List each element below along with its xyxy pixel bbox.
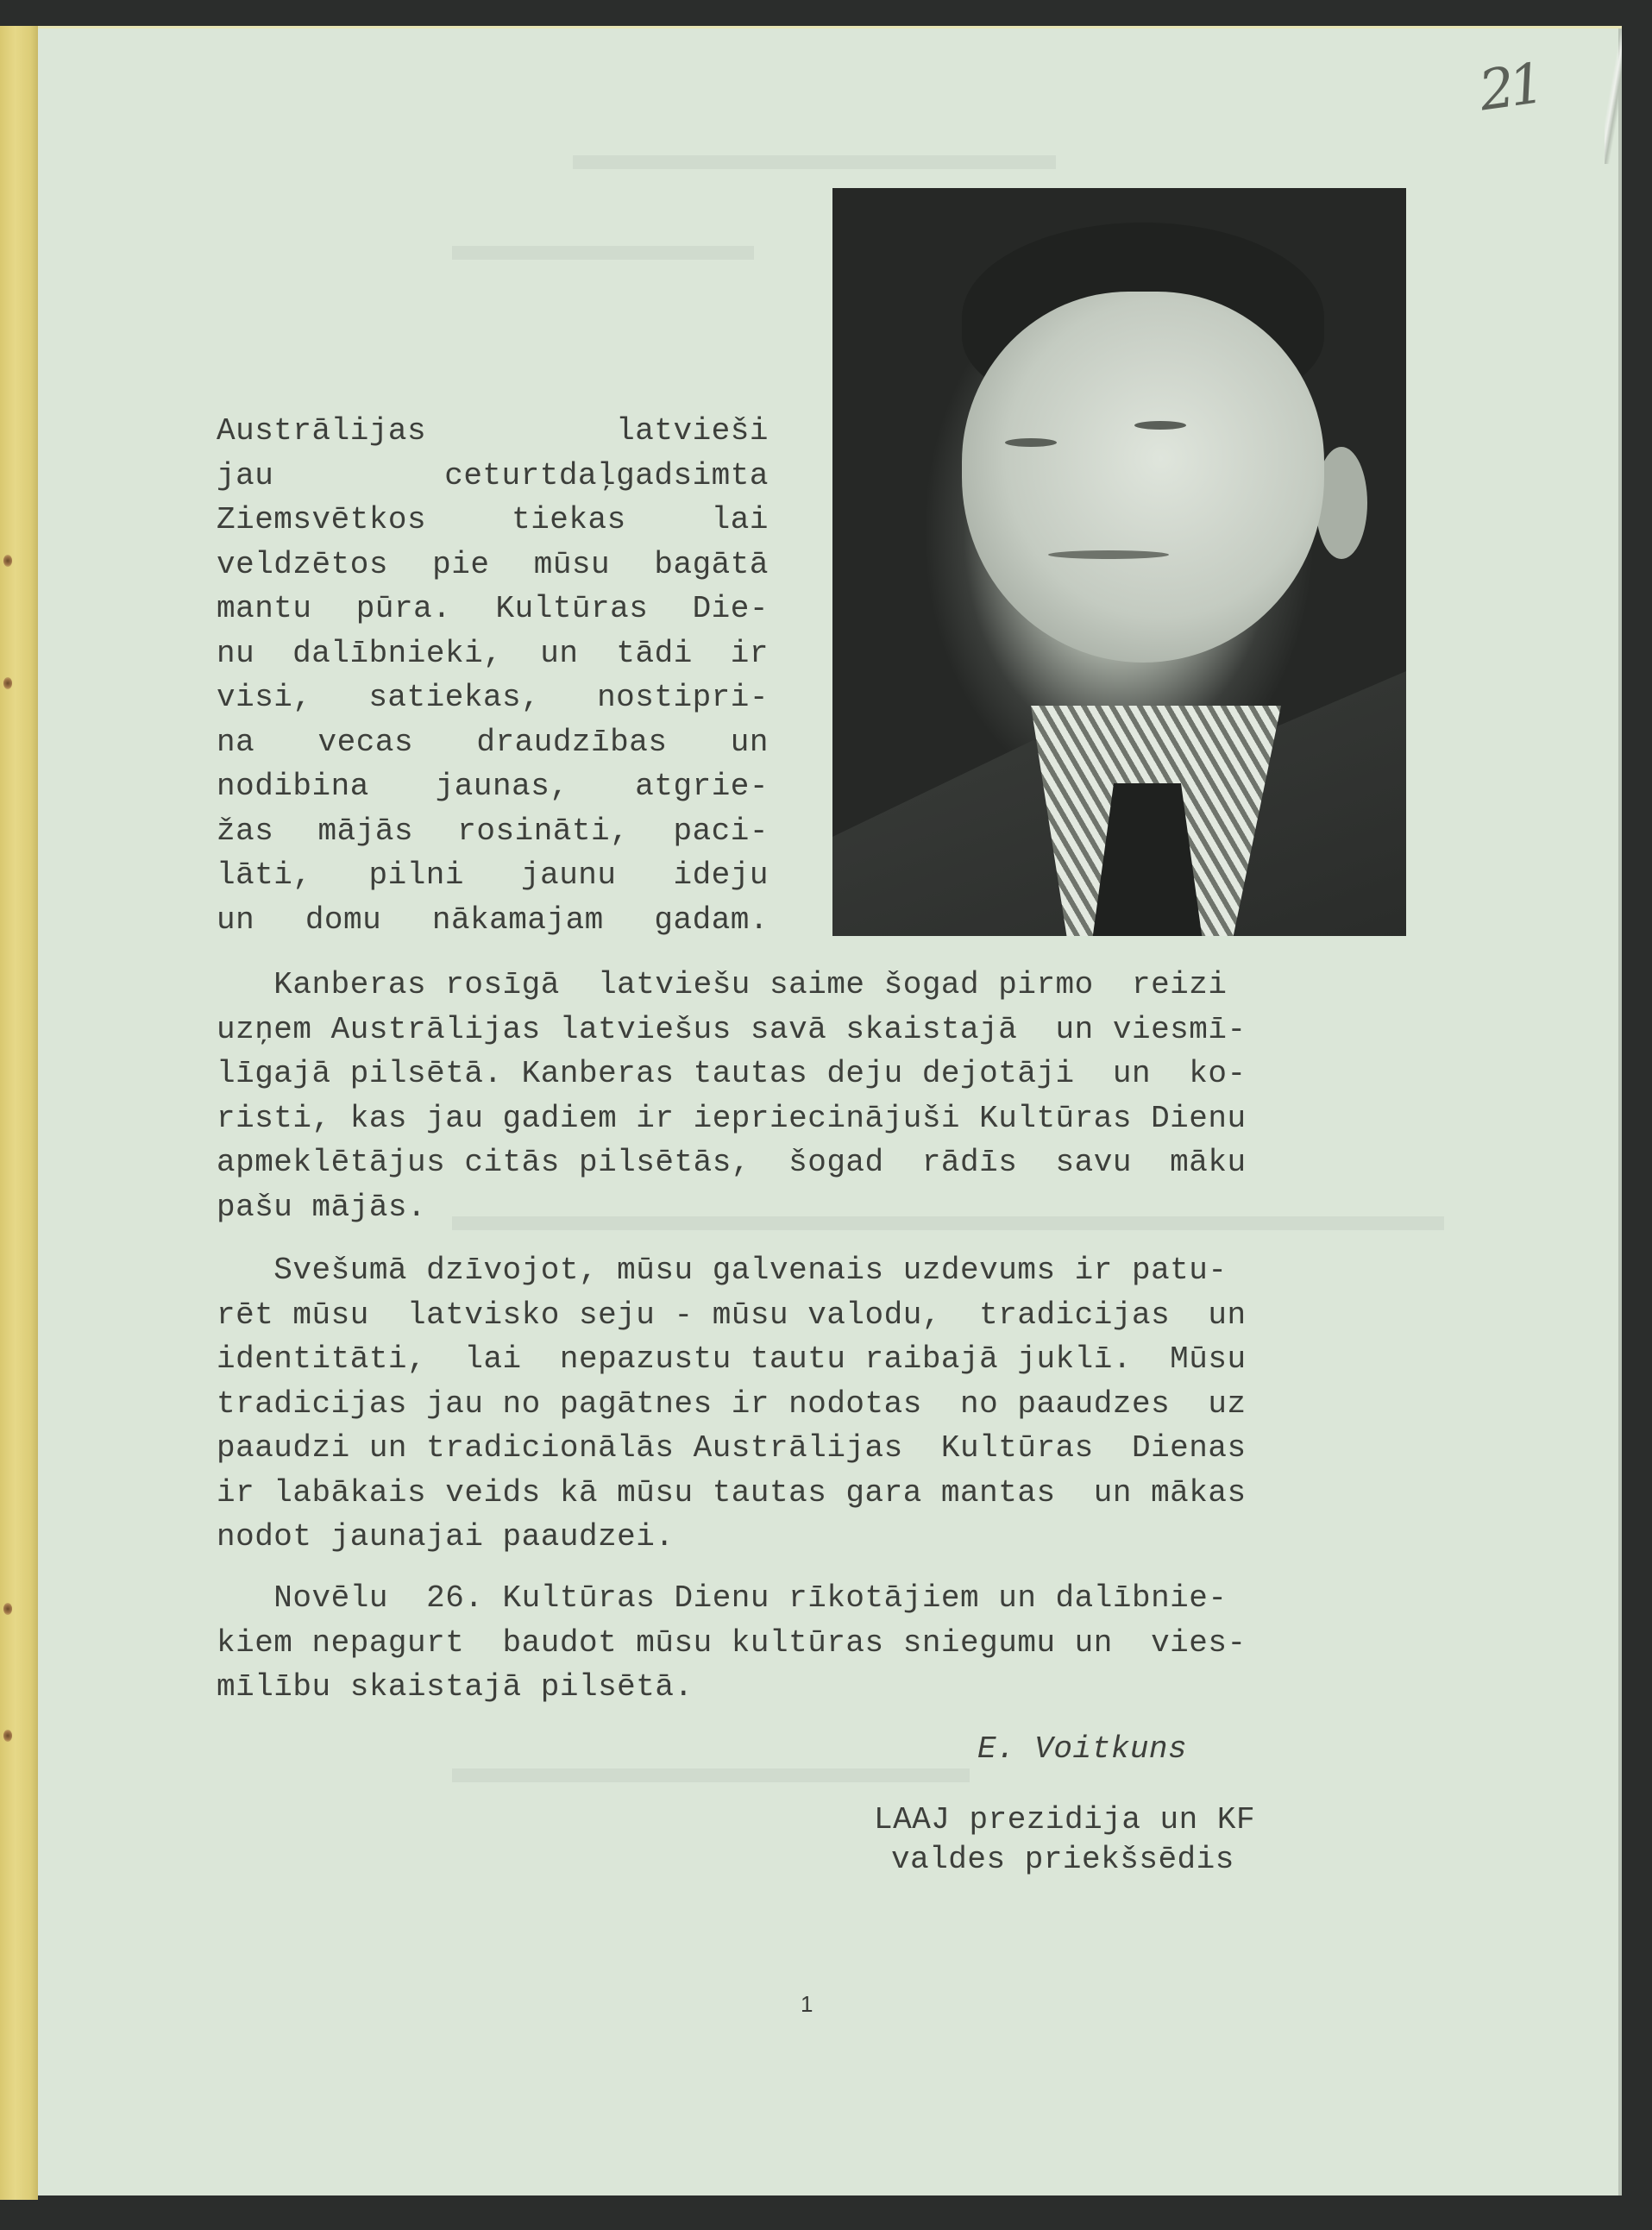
intro-paragraph [217, 409, 769, 942]
text-line: Novēlu 26. Kultūras Dienu rīkotājiem un dalībnie- [217, 1580, 1228, 1616]
text-line: mīlību skaistajā pilsētā. [217, 1669, 694, 1705]
text-line: apmeklētājus citās pilsētās, šogad rādīs savu māku [217, 1145, 1247, 1180]
text-line: tradicijas jau no pagātnes ir nodotas no paaudzes uz [217, 1385, 1247, 1422]
portrait-face [962, 292, 1324, 663]
text-line: un domu nākamajam gadam. [217, 901, 769, 938]
paragraph-canberra [217, 963, 1429, 1229]
text-line: Austrālijas latvieši [217, 413, 769, 449]
text-line: mantu pūra. Kultūras Die- [217, 591, 769, 626]
text-line: nodibina jaunas, atgrie- [217, 769, 769, 804]
text-line: Svešumā dzīvojot, mūsu galvenais uzdevums ir patu- [217, 1253, 1228, 1288]
text-line: lāti, pilni jaunu ideju [217, 857, 769, 893]
text-line: risti, kas jau gadiem ir iepriecinājuši Kultūras Dienu [217, 1100, 1247, 1136]
text-line: jau ceturtdaļgadsimta [217, 457, 769, 493]
text-line: Kanberas rosīgā latviešu saime šogad pirmo reizi [217, 967, 1228, 1002]
text-line: Ziemsvētkos tiekas lai [217, 502, 769, 537]
binding-stitch [3, 1603, 12, 1615]
binding-stitch [3, 1730, 12, 1742]
text-line: identitāti, lai nepazustu tautu raibajā juklī. Mūsu [217, 1341, 1247, 1377]
paragraph-wishes [217, 1576, 1429, 1710]
bleed-through-text [573, 155, 1056, 169]
text-line: pašu mājās. [217, 1189, 427, 1225]
portrait-eye-right [1134, 421, 1186, 430]
bleed-through-text [452, 246, 754, 260]
binding-stitch [3, 677, 12, 689]
portrait-eye-left [1005, 438, 1057, 447]
portrait-mouth [1048, 550, 1169, 559]
paragraph-identity [217, 1248, 1429, 1560]
text-line: žas mājās rosināti, paci- [217, 813, 769, 849]
page-number: 1 [801, 1991, 813, 2017]
binding-spine [0, 26, 38, 2200]
portrait-photo [832, 188, 1406, 936]
text-line: uzņem Austrālijas latviešus savā skaistajā un viesmī- [217, 1011, 1247, 1047]
text-line: visi, satiekas, nostipri- [217, 680, 769, 715]
text-line: na vecas draudzības un [217, 724, 769, 760]
text-line: nu dalībnieki, un tādi ir [217, 635, 769, 671]
signature-role-line-2: valdes priekšsēdis [891, 1842, 1234, 1877]
text-line: veldzētos pie mūsu bagātā [217, 546, 769, 582]
binding-stitch [3, 555, 12, 567]
signature-role-line-1: LAAJ prezidija un KF [874, 1802, 1256, 1837]
page-fold-edge [1605, 26, 1622, 164]
text-line: kiem nepagurt baudot mūsu kultūras sniegumu un vies- [217, 1624, 1247, 1661]
text-line: līgajā pilsētā. Kanberas tautas deju dejotāji un ko- [217, 1056, 1247, 1091]
handwritten-page-mark: 21 [1475, 52, 1544, 124]
signature-name: E. Voitkuns [977, 1731, 1188, 1767]
text-line: paaudzi un tradicionālās Austrālijas Kultūras Dienas [217, 1430, 1247, 1466]
text-line: ir labākais veids kā mūsu tautas gara mantas un mākas [217, 1474, 1247, 1511]
text-line: nodot jaunajai paaudzei. [217, 1519, 675, 1555]
bleed-through-text [452, 1768, 970, 1782]
text-line: rēt mūsu latvisko seju - mūsu valodu, tradicijas un [217, 1297, 1247, 1333]
